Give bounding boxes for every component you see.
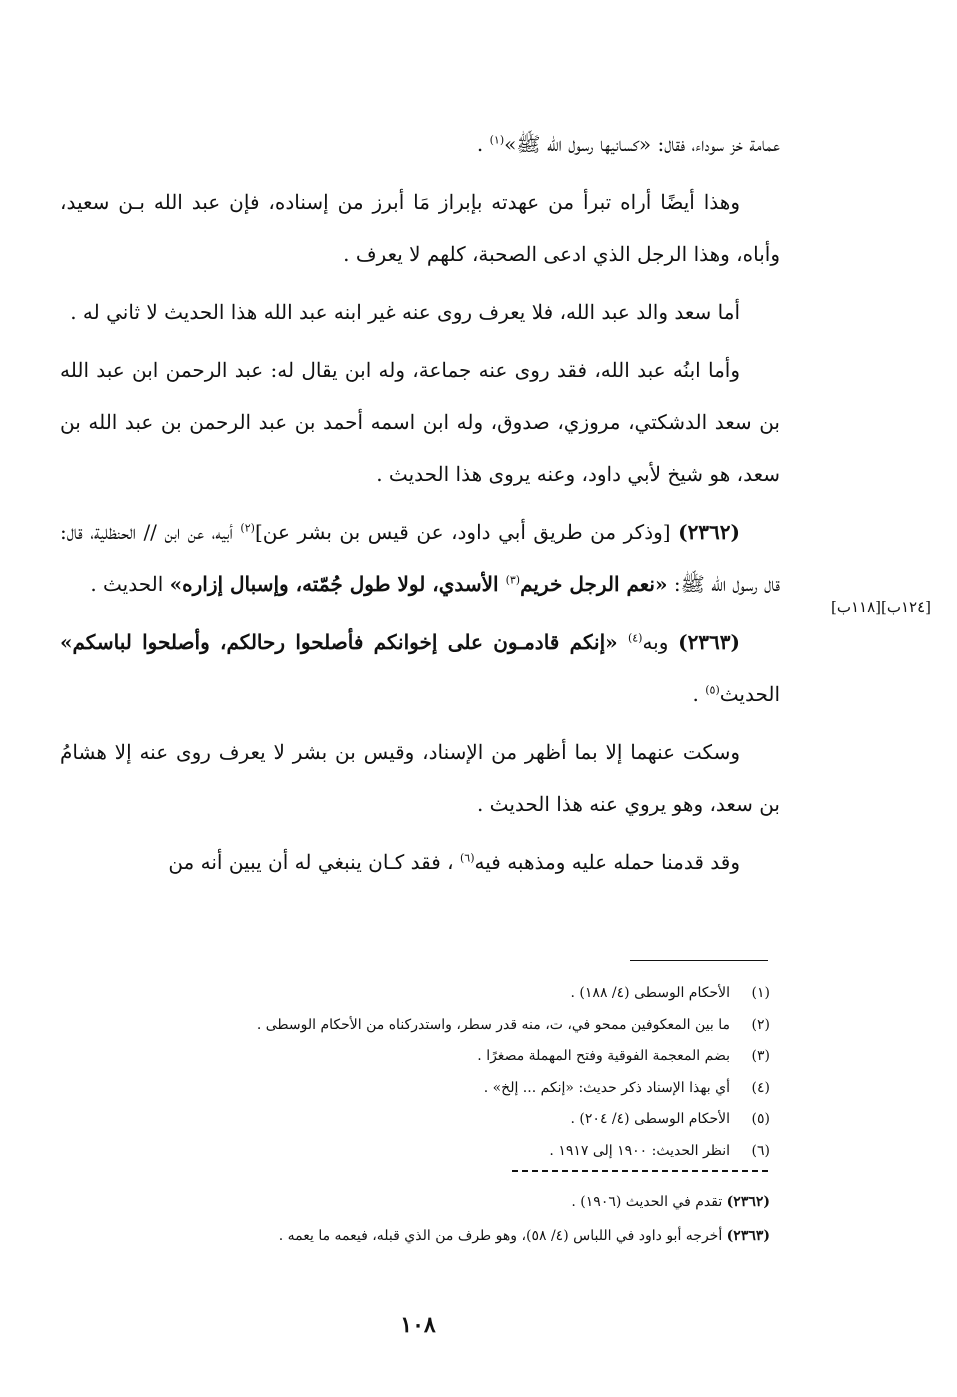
hadith-2362 bbox=[60, 506, 780, 610]
hadith-text: . bbox=[692, 682, 706, 706]
footnote-item bbox=[120, 1104, 770, 1136]
hadith-number: (٢٣٦٣) bbox=[678, 630, 740, 654]
paragraph-text: وقد قدمنا حمله عليه ومذهبه فيه bbox=[474, 850, 740, 874]
footnote-item bbox=[120, 978, 770, 1010]
paragraph-text: ، فقد كـان ينبغي له أن يبين أنه من bbox=[168, 850, 460, 874]
footnote-number: (٦) bbox=[751, 1142, 770, 1159]
note-item bbox=[120, 1219, 770, 1253]
footnote-text: أي بهذا الإسناد ذكر حديث: «إنكم ... إلخ» . bbox=[483, 1079, 730, 1096]
note-item bbox=[120, 1185, 770, 1219]
paragraph-6 bbox=[60, 836, 780, 888]
hadith-text: الحديث . bbox=[90, 572, 170, 596]
paragraph-3: أما سعد والد عبد الله، فلا يعرف روى عنه غير ابنه عبد الله هذا الحديث لا ثاني له . bbox=[70, 300, 740, 324]
footnote-ref: (٣) bbox=[505, 573, 521, 587]
footnote-number: (٢) bbox=[751, 1016, 770, 1033]
footnote-text: انظر الحديث: ١٩٠٠ إلى ١٩١٧ . bbox=[549, 1142, 730, 1159]
footnotes bbox=[120, 978, 770, 1167]
footnote-item bbox=[120, 1010, 770, 1042]
hadith-text: [وذكر من طريق أبي داود، عن قيس بن بشر عن] bbox=[254, 520, 679, 544]
footnote-ref: (٥) bbox=[705, 683, 720, 697]
manuscript-folio-ref: [١٢٤ب][١١٨ب] bbox=[830, 598, 931, 616]
paragraph-text: . bbox=[476, 132, 490, 156]
footnote-number: (٤) bbox=[751, 1079, 770, 1096]
note-text: تقدم في الحديث (١٩٠٦) . bbox=[571, 1194, 727, 1210]
footnote-ref: (١) bbox=[489, 133, 505, 147]
paragraph-text: عمامة خز سوداء، فقال: «كسانيها رسول الله ﷺ» bbox=[504, 132, 780, 156]
hadith-quote: الأسدي، لولا طول جُمّته، وإسبال إزاره» bbox=[169, 572, 506, 596]
editor-notes bbox=[120, 1185, 770, 1253]
note-hadith-number: (٢٣٦٣) bbox=[726, 1228, 770, 1244]
footnote-ref: (٢) bbox=[240, 521, 255, 535]
hadith-text: وبه bbox=[642, 630, 679, 654]
hadith-number: (٢٣٦٢) bbox=[678, 520, 740, 544]
footnote-text: الأحكام الوسطى (٤/ ٢٠٤) . bbox=[570, 1111, 730, 1127]
paragraph-4: وأما ابنُه عبد الله، فقد روى عنه جماعة، وله ابن يقال له: عبد الرحمن ابن عبد الله بن سعد الدشكتي، مروزي، صدوق، وله ابن اسمه أحمد بن عبد الرحمن بن عبد الله بن سعد، هو شيخ لأبي داود، وعنه يروى هذا الحديث . bbox=[60, 358, 780, 486]
hadith-2363 bbox=[60, 616, 780, 720]
footnote-number: (١) bbox=[751, 985, 770, 1001]
footnote-item bbox=[120, 1073, 770, 1105]
footnote-text: ما بين المعكوفين ممحو في، ت، منه قدر سطر، واستدركناه من الأحكام الوسطى . bbox=[256, 1016, 730, 1033]
hadith-text: أبيه، عن ابن // الحنظلية، قال: قال رسول الله ﷺ: bbox=[60, 520, 780, 596]
footnote-item bbox=[120, 1136, 770, 1168]
note-hadith-number: (٢٣٦٢) bbox=[726, 1194, 770, 1210]
notes-separator bbox=[512, 1170, 768, 1172]
paragraph-1 bbox=[60, 118, 780, 170]
footnote-separator bbox=[630, 960, 768, 961]
hadith-text: الحديث bbox=[719, 682, 780, 706]
footnote-item bbox=[120, 1041, 770, 1073]
hadith-quote: «إنكم قادمـون على إخوانكم فأصلحوا رحالكم، وأصلحوا لباسكم» bbox=[60, 630, 628, 654]
paragraph-2: وهذا أيضًا أراه تبرأ من عهدته بإبراز مَا أبرز من إسناده، فإن عبد الله بـن سعيد، وأباه، وهذا الرجل الذي ادعى الصحبة، كلهم لا يعرف . bbox=[60, 190, 780, 266]
footnote-text: الأحكام الوسطى (٤/ ١٨٨) . bbox=[570, 985, 730, 1001]
footnote-number: (٥) bbox=[751, 1111, 770, 1127]
footnote-number: (٣) bbox=[751, 1048, 770, 1064]
footnote-ref: (٤) bbox=[627, 631, 643, 645]
hadith-quote: «نعم الرجل خريم bbox=[520, 572, 668, 596]
main-text bbox=[60, 118, 780, 894]
page-number: ١٠٨ bbox=[400, 1312, 436, 1338]
footnote-ref: (٦) bbox=[460, 851, 475, 865]
footnote-text: بضم المعجمة الفوقية وفتح المهملة مصغرًا . bbox=[477, 1048, 730, 1064]
note-text: أخرجه أبو داود في اللباس (٤/ ٥٨)، وهو طرف من الذي قبله، فيعمه ما يعمه . bbox=[278, 1228, 727, 1244]
paragraph-5: وسكت عنهما إلا بما أظهر من الإسناد، وقيس بن بشر لا يعرف روى عنه إلا هشامُ بن سعد، وهو يروي عنه هذا الحديث . bbox=[60, 740, 780, 816]
